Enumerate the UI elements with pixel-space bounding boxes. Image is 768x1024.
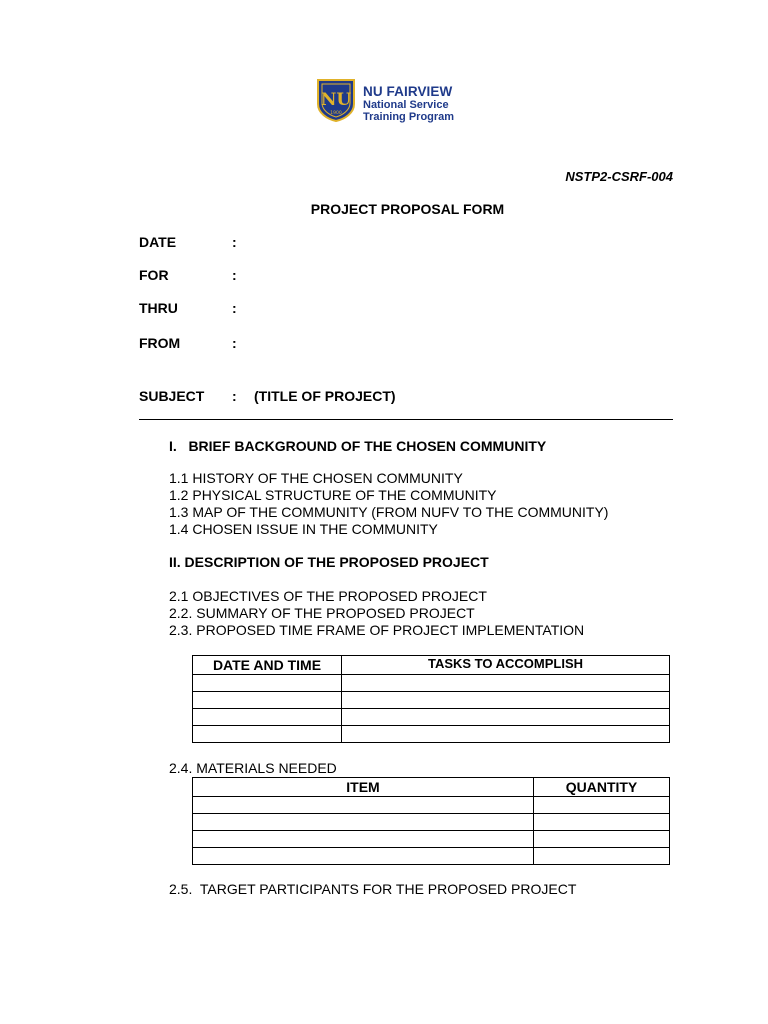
logo-monogram: NU xyxy=(320,90,352,110)
section-1-item: 1.2 PHYSICAL STRUCTURE OF THE COMMUNITY xyxy=(169,487,497,503)
table-cell[interactable] xyxy=(342,692,670,709)
table-header-row xyxy=(193,778,670,797)
section-2-item: 2.2. SUMMARY OF THE PROPOSED PROJECT xyxy=(169,605,475,621)
table-header-cell: TASKS TO ACCOMPLISH xyxy=(342,656,670,675)
table-header-cell: DATE AND TIME xyxy=(193,656,342,675)
table-cell[interactable] xyxy=(193,709,342,726)
section-2-heading: II. DESCRIPTION OF THE PROPOSED PROJECT xyxy=(169,554,489,570)
materials-table xyxy=(192,777,670,865)
table-row xyxy=(193,797,670,814)
program-line-2: Training Program xyxy=(363,111,455,123)
table-cell[interactable] xyxy=(193,814,534,831)
table-cell[interactable] xyxy=(193,831,534,848)
table-cell[interactable] xyxy=(534,797,670,814)
table-cell[interactable] xyxy=(534,814,670,831)
section-1-heading: I. BRIEF BACKGROUND OF THE CHOSEN COMMUNITY xyxy=(169,438,547,454)
subject-label: SUBJECT xyxy=(139,388,205,404)
section-2-item: 2.3. PROPOSED TIME FRAME OF PROJECT IMPLEMENTATION xyxy=(169,622,585,638)
table-row xyxy=(193,726,670,743)
field-label-thru: THRU xyxy=(139,300,178,316)
timeframe-table xyxy=(192,655,670,743)
field-label-date: DATE xyxy=(139,234,177,250)
table-cell[interactable] xyxy=(193,797,534,814)
subject-value: (TITLE OF PROJECT) xyxy=(254,388,396,404)
table-cell[interactable] xyxy=(193,675,342,692)
form-code: NSTP2-CSRF-004 xyxy=(565,169,673,184)
table-cell[interactable] xyxy=(534,831,670,848)
nu-fairview-logo xyxy=(314,78,358,127)
table-row xyxy=(193,831,670,848)
section-1-item: 1.4 CHOSEN ISSUE IN THE COMMUNITY xyxy=(169,521,438,537)
field-colon-date: : xyxy=(232,234,237,250)
field-label-from: FROM xyxy=(139,335,181,351)
field-colon-for: : xyxy=(232,267,237,283)
table-cell[interactable] xyxy=(193,848,534,865)
table-cell[interactable] xyxy=(342,675,670,692)
logo-year: 1900 xyxy=(330,111,342,116)
table-header-cell: ITEM xyxy=(193,778,534,797)
field-colon-from: : xyxy=(232,335,237,351)
participants-label: 2.5. TARGET PARTICIPANTS FOR THE PROPOSED PROJECT xyxy=(169,881,577,897)
table-cell[interactable] xyxy=(534,848,670,865)
field-label-for: FOR xyxy=(139,267,169,283)
materials-label: 2.4. MATERIALS NEEDED xyxy=(169,760,337,776)
table-header-cell: QUANTITY xyxy=(534,778,670,797)
table-row xyxy=(193,692,670,709)
section-1-item: 1.3 MAP OF THE COMMUNITY (FROM NUFV TO THE COMMUNITY) xyxy=(169,504,609,520)
table-header-row xyxy=(193,656,670,675)
table-row xyxy=(193,709,670,726)
field-colon-thru: : xyxy=(232,300,237,316)
table-row xyxy=(193,675,670,692)
table-row xyxy=(193,814,670,831)
subject-colon: : xyxy=(232,388,237,404)
section-2-item: 2.1 OBJECTIVES OF THE PROPOSED PROJECT xyxy=(169,588,487,604)
table-cell[interactable] xyxy=(193,726,342,743)
org-name: NU FAIRVIEW xyxy=(363,84,453,99)
form-title: PROJECT PROPOSAL FORM xyxy=(310,201,505,217)
subject-underline xyxy=(139,419,673,420)
table-cell[interactable] xyxy=(342,726,670,743)
table-cell[interactable] xyxy=(193,692,342,709)
table-row xyxy=(193,848,670,865)
shield-icon xyxy=(314,78,358,122)
program-line-1: National Service xyxy=(363,99,449,111)
table-cell[interactable] xyxy=(342,709,670,726)
logo-text xyxy=(363,84,454,123)
section-1-item: 1.1 HISTORY OF THE CHOSEN COMMUNITY xyxy=(169,470,463,486)
